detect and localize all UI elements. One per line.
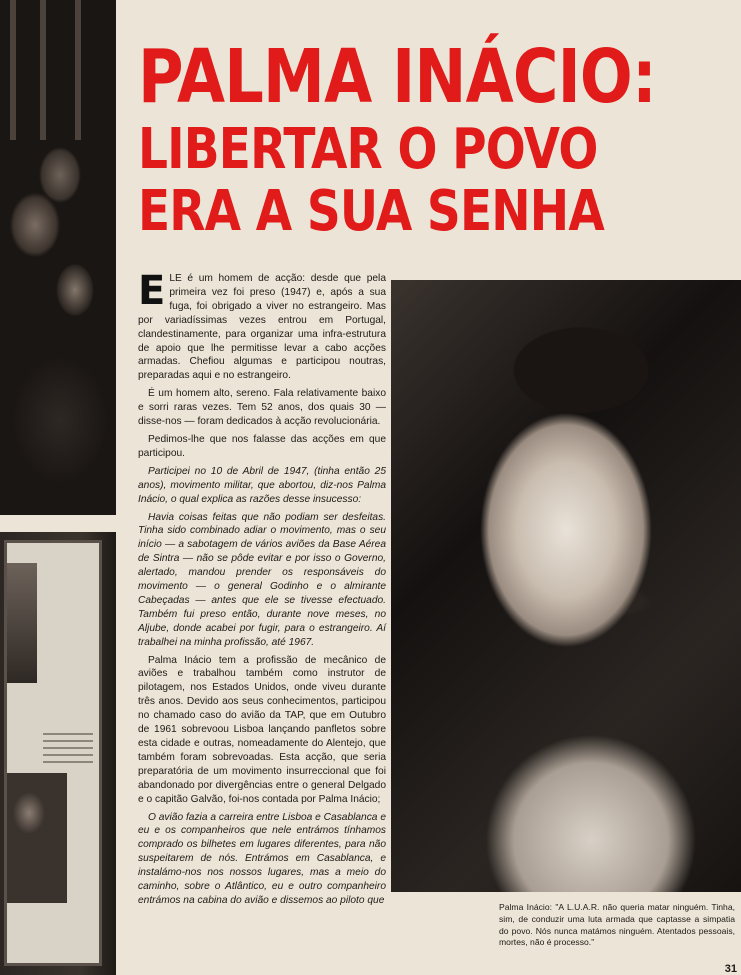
photo-crowd xyxy=(0,0,116,515)
headline-line-1: PALMA INÁCIO: xyxy=(138,34,656,120)
photo-framed-pictures xyxy=(0,532,116,975)
picture-frame xyxy=(4,540,102,966)
article-paragraph: ELE é um homem de acção: desde que pela primeira vez foi preso (1947) e, após a sua fuga, foi obrigado a viver no estrangeiro. Mas por variadíssimas vezes entrou em Portugal, clandestinamente, para organizar uma infra-estrutura de apoio que lhe permitisse levar a cabo acções armadas. Chefiou algumas e participou noutras, preparadas aqui e no estrangeiro. xyxy=(138,268,386,382)
headline xyxy=(138,34,738,244)
article-paragraph: Havia coisas feitas que não podiam ser desfeitas. Tinha sido combinado adiar o movimento, mas o seu início — a sabotagem de vários aviões da Base Aérea de Sintra — não se pôde evitar e por isso o Governo, alertado, mandou prender os responsáveis do movimento — o general Godinho e o almirante Cabeçadas — antes que ele se tivesse efectuado. Também fui preso então, durante nove meses, no Aljube, donde acabei por fugir, para o estrangeiro. Aí trabalhei na minha profissão, até 1967. xyxy=(138,511,386,648)
drop-cap: E xyxy=(138,268,166,314)
headline-line-3: ERA A SUA SENHA xyxy=(138,179,604,244)
article-paragraph: É um homem alto, sereno. Fala relativamente baixo e sorri raras vezes. Tem 52 anos, dos quais 30 — disse-nos — foram dedicados à acção revolucionária. xyxy=(138,388,386,428)
photo-caption: Palma Inácio: "A L.U.A.R. não queria matar ninguém. Tinha, sim, de conduzir uma luta armada que captasse a simpatia do povo. Nós nunca matámos ninguém. Atentados pessoais, mortes, não é processo." xyxy=(499,902,735,948)
article-paragraph: Palma Inácio tem a profissão de mecânico de aviões e trabalhou também como instrutor de pilotagem, nos Estados Unidos, onde viveu durante três anos. Devido aos seus conhecimentos, participou no chamado caso do avião da TAP, que em Outubro de 1961 sobrevoou Lisboa lançando panfletos sobre esta cidade e outras, nomeadamente do Alentejo, que também foram sobrevoadas. Esta acção, que seria preparatória de um movimento insurreccional que foi abandonado por divergências entre o general Delgado e o capitão Galvão, foi-nos contada por Palma Inácio; xyxy=(138,654,386,805)
portrait-photo xyxy=(391,280,741,892)
article-paragraph: Participei no 10 de Abril de 1947, (tinha então 25 anos), movimento militar, que abortou, diz-nos Palma Inácio, o qual explica as razões desse insucesso: xyxy=(138,465,386,505)
article-body xyxy=(138,268,386,912)
headline-line-2: LIBERTAR O POVO xyxy=(138,117,598,182)
page-number: 31 xyxy=(724,963,737,975)
article-paragraph: O avião fazia a carreira entre Lisboa e Casablanca e eu e os companheiros que nele entrámos tínhamos comprado os bilhetes em lugares diferentes, para não suspeitarem de nós. Entrámos em Casablanca, e instalámo-nos nos nossos lugares, mas a meio do caminho, sobre o Atlântico, eu e outro companheiro entrámos na cabina do avião e dissemos ao piloto que xyxy=(138,811,386,906)
article-paragraph: Pedimos-lhe que nos falasse das acções em que participou. xyxy=(138,433,386,459)
